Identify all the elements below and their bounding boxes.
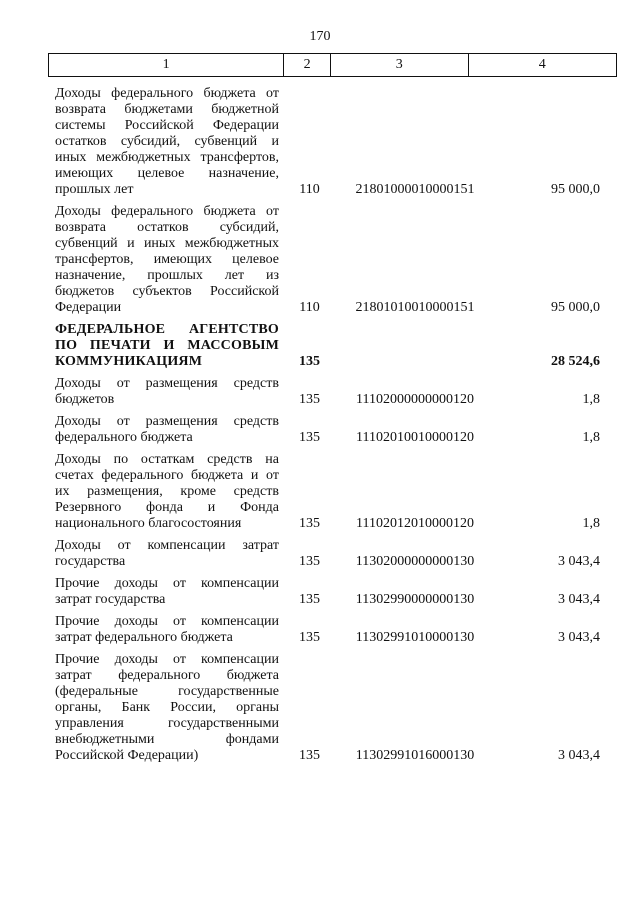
row-kbk: 11302991016000130 <box>355 748 475 763</box>
table-row <box>55 576 600 608</box>
table-row <box>55 414 600 446</box>
header-col-1: 1 <box>49 54 284 76</box>
row-amount: 1,8 <box>582 516 600 531</box>
row-admin-code: 135 <box>299 354 320 369</box>
table-row <box>55 614 600 646</box>
agency-title: ФЕДЕРАЛЬНОЕ АГЕНТСТВО ПО ПЕЧАТИ И МАССОВЫМ КОММУНИКАЦИЯМ <box>55 322 279 369</box>
row-amount: 3 043,4 <box>558 748 600 763</box>
row-admin-code: 135 <box>299 748 320 763</box>
table-row <box>55 86 600 198</box>
header-col-3: 3 <box>331 54 469 76</box>
row-admin-code: 135 <box>299 592 320 607</box>
header-col-2: 2 <box>284 54 331 76</box>
row-description: Доходы федерального бюджета от возврата остатков субсидий, субвенций и иных межбюджетных трансфертов, имеющих целевое назначение, прошлых лет из бюджетов субъектов Российской Федерации <box>55 204 279 315</box>
row-kbk: 11302991010000130 <box>355 630 475 645</box>
row-kbk: 21801000010000151 <box>355 182 475 197</box>
row-amount: 3 043,4 <box>558 554 600 569</box>
table-row <box>55 652 600 764</box>
row-amount: 95 000,0 <box>551 182 600 197</box>
table-row <box>55 452 600 532</box>
table-row <box>55 538 600 570</box>
row-description: Доходы федерального бюджета от возврата бюджетами бюджетной системы Российской Федерации остатков субсидий, субвенций и иных межбюджетных трансфертов, имеющих целевое назначение, прошлых лет <box>55 86 279 197</box>
row-admin-code: 110 <box>299 182 320 197</box>
table-row-agency <box>55 322 600 370</box>
row-kbk: 21801010010000151 <box>355 300 475 315</box>
table-row <box>55 204 600 316</box>
row-description: Доходы от компенсации затрат государства <box>55 538 279 569</box>
row-description: Прочие доходы от компенсации затрат федерального бюджета <box>55 614 279 645</box>
row-admin-code: 135 <box>299 554 320 569</box>
row-kbk: 11302990000000130 <box>355 592 475 607</box>
row-admin-code: 135 <box>299 430 320 445</box>
row-admin-code: 135 <box>299 516 320 531</box>
row-description: Прочие доходы от компенсации затрат федерального бюджета (федеральные государственные органы, Банк России, органы управления государственными внебюджетными фондами Российской Федерации) <box>55 652 279 763</box>
row-kbk: 11102010010000120 <box>356 430 474 445</box>
row-description: Доходы от размещения средств федерального бюджета <box>55 414 279 445</box>
row-admin-code: 135 <box>299 392 320 407</box>
row-admin-code: 135 <box>299 630 320 645</box>
table-row <box>55 376 600 408</box>
row-kbk: 11102012010000120 <box>356 516 474 531</box>
row-description: Доходы от размещения средств бюджетов <box>55 376 279 407</box>
row-amount: 28 524,6 <box>551 354 600 369</box>
row-admin-code: 110 <box>299 300 320 315</box>
row-amount: 95 000,0 <box>551 300 600 315</box>
row-amount: 1,8 <box>582 392 600 407</box>
row-amount: 3 043,4 <box>558 630 600 645</box>
row-description: Доходы по остаткам средств на счетах федерального бюджета и от их размещения, кроме средств Резервного фонда и Фонда национального благосостояния <box>55 452 279 531</box>
row-amount: 1,8 <box>582 430 600 445</box>
row-amount: 3 043,4 <box>558 592 600 607</box>
table-body <box>55 86 600 770</box>
row-kbk: 11102000000000120 <box>356 392 474 407</box>
table-header <box>48 53 617 77</box>
header-col-4: 4 <box>538 57 546 72</box>
page-number: 170 <box>309 29 331 44</box>
row-kbk: 11302000000000130 <box>355 554 475 569</box>
row-description: Прочие доходы от компенсации затрат государства <box>55 576 279 607</box>
